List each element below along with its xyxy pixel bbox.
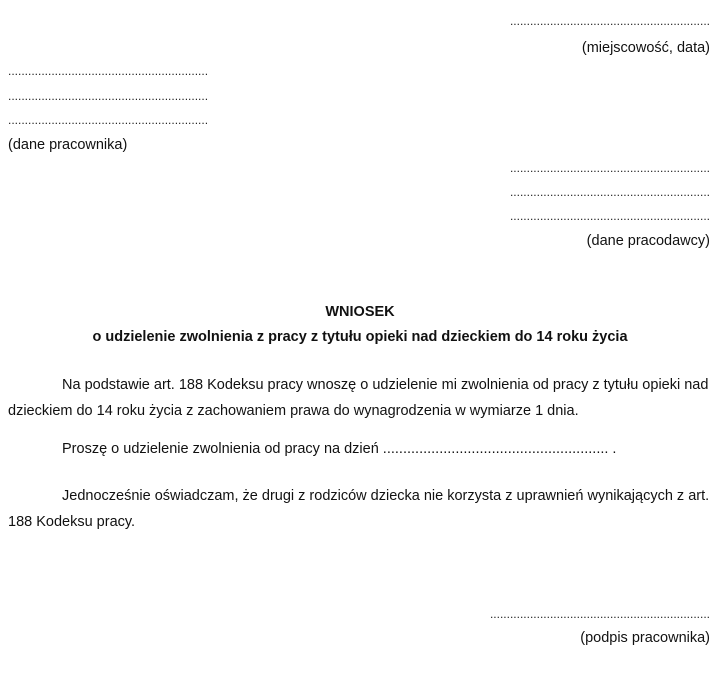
employee-line-2: ............................................................: [8, 89, 209, 103]
employee-label: (dane pracownika): [8, 137, 128, 153]
place-date-line: ............................................................: [509, 14, 710, 28]
signature-line: ..................................................................: [489, 607, 710, 621]
employee-line-1: ............................................................: [8, 64, 209, 78]
employer-line-1: ............................................................: [509, 161, 710, 175]
paragraph-request-date: Proszę o udzielenie zwolnienia od pracy na dzień ........................................................ .: [62, 441, 617, 457]
employer-label: (dane pracodawcy): [586, 233, 710, 249]
employer-line-3: ............................................................: [509, 209, 710, 223]
employee-line-3: ............................................................: [8, 113, 209, 127]
document-subtitle: o udzielenie zwolnienia z pracy z tytułu opieki nad dzieckiem do 14 roku życia: [92, 329, 628, 345]
place-date-label: (miejscowość, data): [581, 40, 710, 56]
document-title: WNIOSEK: [325, 304, 395, 320]
employer-line-2: ............................................................: [509, 185, 710, 199]
paragraph-legal-basis: Na podstawie art. 188 Kodeksu pracy wnoszę o udzielenie mi zwolnienia od pracy z tytułu opieki nad dzieckiem do 14 roku życia z zachowaniem prawa do wynagrodzenia w wymiarze 1 dnia.: [8, 377, 709, 419]
paragraph-declaration: Jednocześnie oświadczam, że drugi z rodziców dziecka nie korzysta z uprawnień wynikających z art. 188 Kodeksu pracy.: [8, 488, 710, 530]
signature-label: (podpis pracownika): [580, 630, 710, 646]
